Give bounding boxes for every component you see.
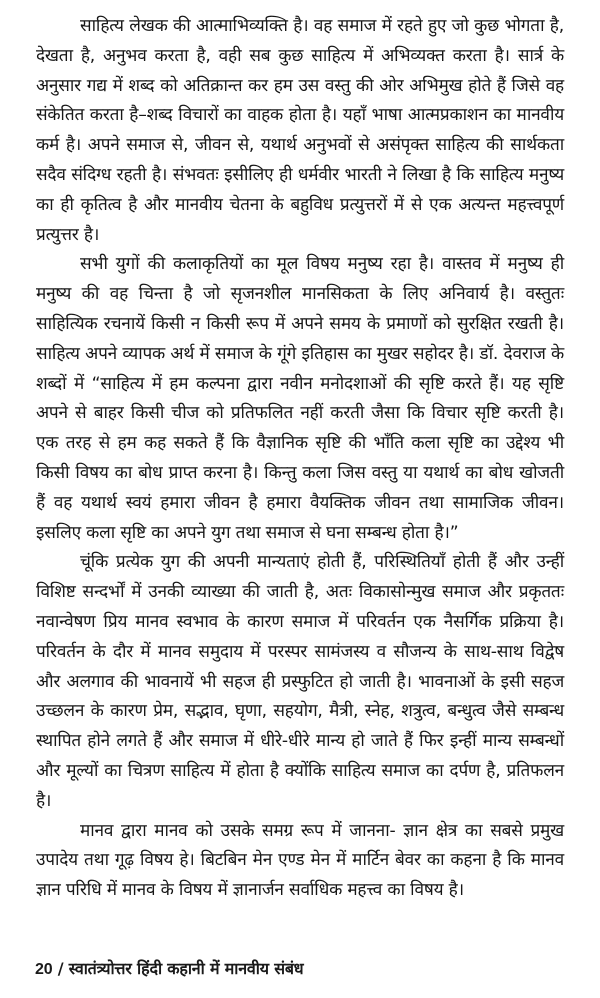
- paragraph-knowledge-of-man: मानव द्वारा मानव को उसके समग्र रूप में जानना- ज्ञान क्षेत्र का सबसे प्रमुख उपादेय तथा गूढ़ विषय हे। बिटबिन मेन एण्ड मेन में मार्टिन बेवर का कहना है कि मानव ज्ञान परिधि में मानव के विषय में ज्ञानार्जन सर्वाधिक महत्त्व का विषय है।: [36, 820, 564, 901]
- paragraph-human-subject-of-art: सभी युगों की कलाकृतियों का मूल विषय मनुष्य रहा है। वास्तव में मनुष्य ही मनुष्य की वह चिन्ता है जो सृजनशील मानसिकता के लिए अनिवार्य है। वस्तुतः साहित्यिक रचनायें किसी न किसी रूप में अपने समय के प्रमाणों को सुरक्षित रखती है। साहित्य अपने व्यापक अर्थ में समाज के गूंगे इतिहास का मुखर सहोदर है। डॉ. देवराज के शब्दों में “साहित्य में हम कल्पना द्वारा नवीन मनोदशाओं की सृष्टि करते हैं। यह सृष्टि अपने से बाहर किसी चीज को प्रतिफलित नहीं करती जैसा कि विचार सृष्टि करती है। एक तरह से हम कह सकते हैं कि वैज्ञानिक सृष्टि की भाँति कला सृष्टि का उद्देश्य भी किसी विषय का बोध प्राप्त करना है। किन्तु कला जिस वस्तु या यथार्थ का बोध खोजती हैं वह यथार्थ स्वयं हमारा जीवन है हमारा वैयक्तिक जीवन तथा सामाजिक जीवन। इसलिए कला सृष्टि का अपने युग तथा समाज से घना सम्बन्ध होता है।”: [36, 254, 564, 543]
- paragraph-literature-self-expression: साहित्य लेखक की आत्माभिव्यक्ति है। वह समाज में रहते हुए जो कुछ भोगता है, देखता है, अनुभव करता है, वही सब कुछ साहित्य में अभिव्यक्त करता है। सार्त्र के अनुसार गद्य में शब्द को अतिक्रान्त कर हम उस वस्तु की ओर अभिमुख होते हैं जिसे वह संकेतित करता है–शब्द विचारों का वाहक होता है। यहाँ भाषा आत्मप्रकाशन का मानवीय कर्म है। अपने समाज से, जीवन से, यथार्थ अनुभवों से असंपृक्त साहित्य की सार्थकता सदैव संदिग्ध रहती है। संभवतः इसीलिए ही धर्मवीर भारती ने लिखा है कि साहित्य मनुष्य का ही कृतित्व है और मानवीय चेतना के बहुविध प्रत्युत्तरों में से एक अत्यन्त महत्त्वपूर्ण प्रत्युत्तर है।: [36, 16, 564, 245]
- page-number: 20: [35, 961, 53, 978]
- page-body: [36, 12, 564, 906]
- paragraph-social-change: चूंकि प्रत्येक युग की अपनी मान्यताएं होती हैं, परिस्थितियाँ होती हैं और उन्हीं विशिष्ट सन्दर्भों में उनकी व्याख्या की जाती है, अतः विकासोन्मुख समाज और प्रकृततः नवान्वेषण प्रिय मानव स्वभाव के कारण समाज में परिवर्तन एक नैसर्गिक प्रक्रिया है। परिवर्तन के दौर में मानव समुदाय में परस्पर सामंजस्य व सौजन्य के साथ-साथ विद्वेष और अलगाव की भावनायें भी सहज ही प्रस्फुटित हो जाती है। भावनाओं के इसी सहज उच्छलन के कारण प्रेम, सद्भाव, घृणा, सहयोग, मैत्री, स्नेह, शत्रुत्व, बन्धुत्व जैसे सम्बन्ध स्थापित होने लगते हैं और समाज में धीरे-धीरे मान्य हो जाते हैं फिर इन्हीं मान्य सम्बन्धों और मूल्यों का चित्रण साहित्य में होता है क्योंकि साहित्य समाज का दर्पण है, प्रतिफलन है।: [36, 552, 564, 811]
- page-footer: [35, 957, 303, 979]
- footer-separator: /: [52, 959, 69, 978]
- book-title: स्वातंत्र्योत्तर हिंदी कहानी में मानवीय संबंध: [68, 959, 304, 978]
